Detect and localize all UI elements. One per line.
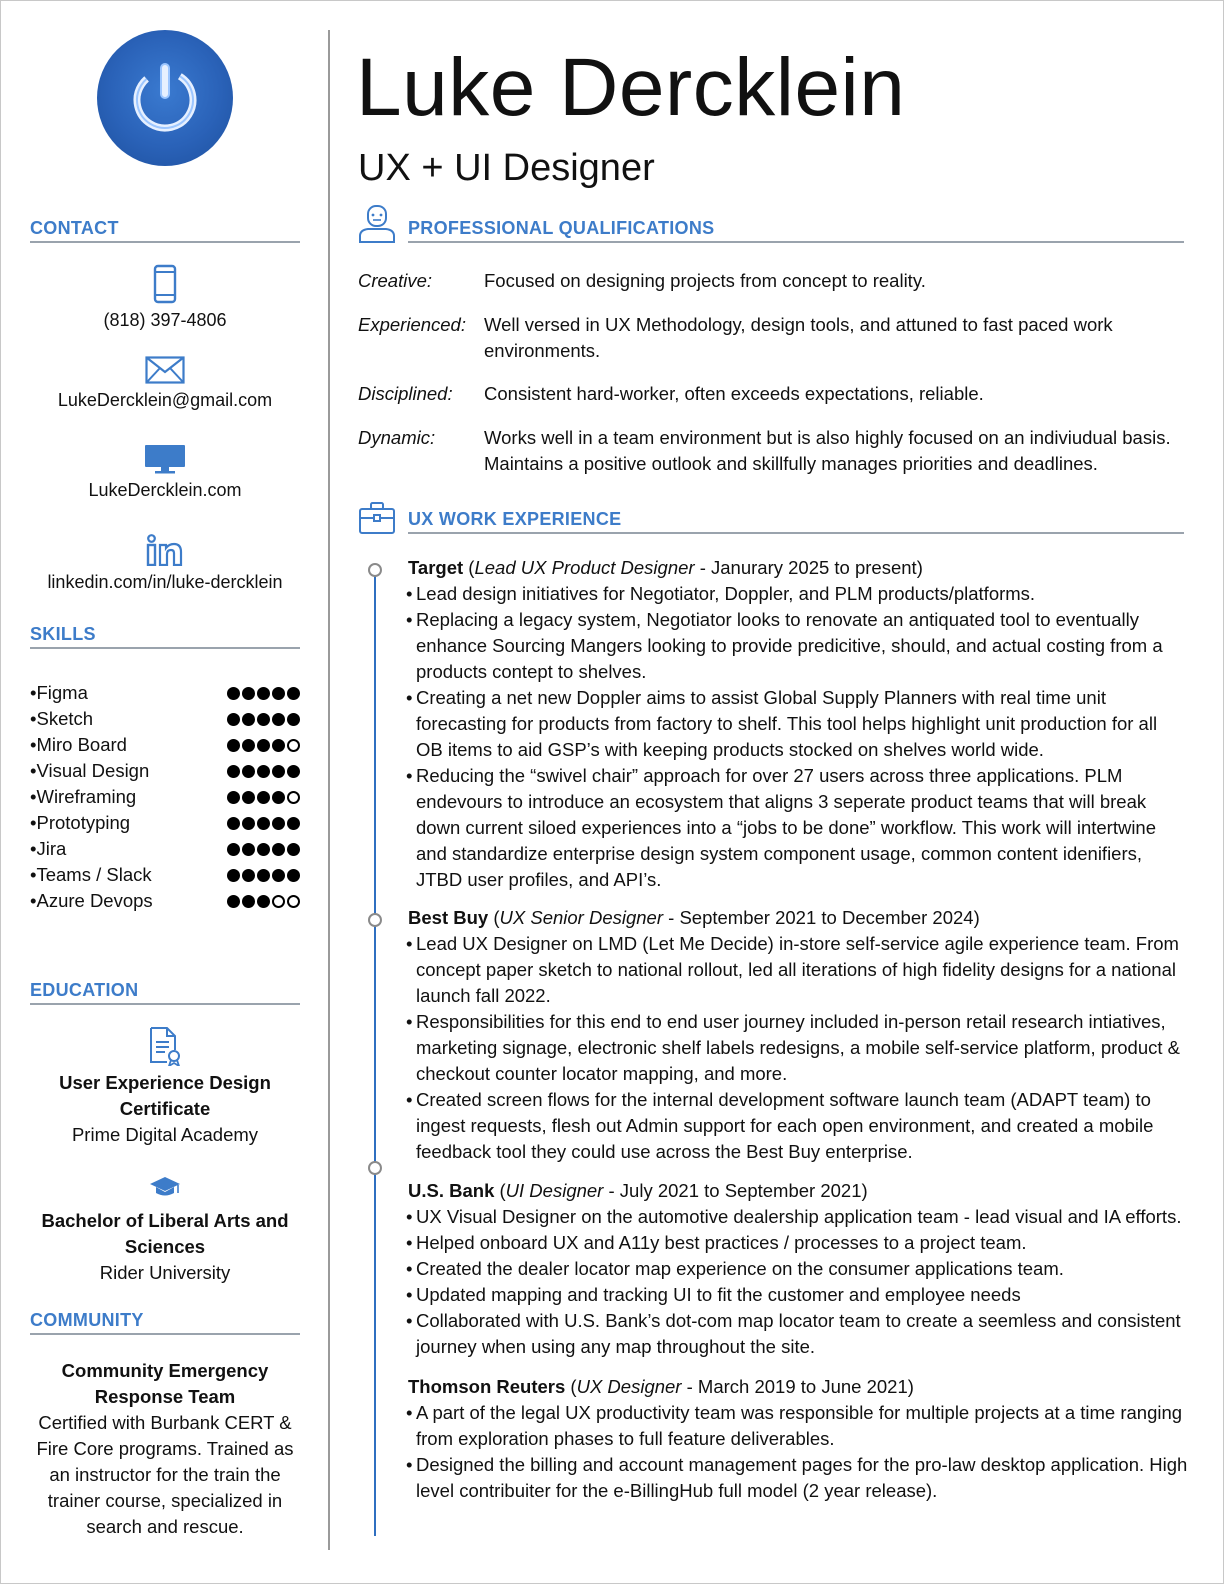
skill-label <box>30 760 149 782</box>
skill-row <box>30 784 300 810</box>
job-bullet: • Lead design initiatives for Negotiator, Doppler, and PLM products/platforms. <box>408 581 1188 607</box>
timeline-node <box>368 563 382 577</box>
education-heading: EDUCATION <box>30 980 300 1005</box>
skills-heading: SKILLS <box>30 624 300 649</box>
community-line: trainer course, specialized in <box>47 1490 283 1511</box>
skill-bullet: • <box>30 812 37 833</box>
rating-dot-filled <box>227 843 240 856</box>
job-title-line: U.S. Bank (UI Designer - July 2021 to September 2021) <box>408 1180 868 1201</box>
rating-dot-filled <box>242 817 255 830</box>
skill-rating <box>227 687 300 700</box>
skill-label <box>30 812 130 834</box>
skill-name: Miro Board <box>36 734 127 755</box>
skill-bullet: • <box>30 760 37 781</box>
candidate-name: Luke Dercklein <box>356 42 906 133</box>
rating-dot-filled <box>257 765 270 778</box>
skill-rating <box>227 817 300 830</box>
qualification-label: Dynamic: <box>358 427 436 448</box>
skill-bullet: • <box>30 864 37 885</box>
community-line: search and rescue. <box>86 1516 244 1537</box>
job-title-line: Thomson Reuters (UX Designer - March 2019 to June 2021) <box>408 1376 914 1397</box>
skill-label <box>30 682 88 704</box>
rating-dot-filled <box>242 765 255 778</box>
rating-dot-filled <box>287 817 300 830</box>
mail-icon <box>145 356 185 384</box>
rating-dot-filled <box>257 869 270 882</box>
education-title-line1: User Experience Design <box>59 1072 271 1093</box>
skill-label <box>30 864 152 886</box>
skill-label <box>30 708 93 730</box>
skill-label <box>30 734 127 756</box>
rating-dot-filled <box>287 869 300 882</box>
skill-bullet: • <box>30 708 37 729</box>
skill-label <box>30 786 136 808</box>
linkedin-icon <box>146 534 184 566</box>
rating-dot-filled <box>227 791 240 804</box>
rating-dot-filled <box>287 765 300 778</box>
skill-rating <box>227 765 300 778</box>
skill-row <box>30 888 300 914</box>
rating-dot-filled <box>257 895 270 908</box>
job-dates: - March 2019 to June 2021) <box>681 1376 914 1397</box>
job-bullets <box>408 1204 1188 1360</box>
rating-dot-filled <box>287 687 300 700</box>
rating-dot-filled <box>242 791 255 804</box>
job-entry <box>408 905 1188 1165</box>
phone-text: (818) 397-4806 <box>103 310 227 330</box>
person-icon <box>358 204 396 244</box>
job-company: Thomson Reuters <box>408 1376 566 1397</box>
rating-dot-filled <box>227 687 240 700</box>
contact-phone[interactable] <box>30 264 300 331</box>
job-bullet: • A part of the legal UX productivity team was responsible for multiple projects at a time ranging from exploration phases to full feature deliverables. <box>408 1400 1188 1452</box>
skill-rating <box>227 739 300 752</box>
contact-website[interactable] <box>30 444 300 501</box>
rating-dot-filled <box>227 739 240 752</box>
job-bullet: • Creating a net new Doppler aims to assist Global Supply Planners with real time unit forecasting for products from factory to shelf. This tool helps highlight unit production for all OB items to aid GSP’s with keeping products stocked on shelves world wide. <box>408 685 1188 763</box>
job-bullet: • Lead UX Designer on LMD (Let Me Decide) in-store self-service agile experience team. From concept paper sketch to national rollout, led all iterations of high fidelity designs for a national launch fall 2022. <box>408 931 1188 1009</box>
job-bullet: • UX Visual Designer on the automotive dealership application team - lead visual and IA efforts. <box>408 1204 1188 1230</box>
job-company: U.S. Bank <box>408 1180 495 1201</box>
job-entry <box>408 555 1188 893</box>
community-title-line1: Community Emergency <box>61 1360 269 1381</box>
certificate-icon <box>147 1026 183 1066</box>
qualification-row <box>358 312 1184 364</box>
skill-row <box>30 706 300 732</box>
skill-rating <box>227 869 300 882</box>
skill-label <box>30 890 153 912</box>
rating-dot-filled <box>242 869 255 882</box>
contact-email[interactable] <box>30 356 300 411</box>
rating-dot-filled <box>287 843 300 856</box>
skill-name: Wireframing <box>36 786 137 807</box>
qualification-label: Disciplined: <box>358 383 453 404</box>
linkedin-text: linkedin.com/in/luke-dercklein <box>47 572 283 592</box>
rating-dot-filled <box>242 843 255 856</box>
rating-dot-filled <box>272 765 285 778</box>
graduation-cap-icon <box>149 1176 181 1198</box>
skill-name: Teams / Slack <box>36 864 152 885</box>
phone-icon <box>153 264 177 304</box>
rating-dot-filled <box>257 687 270 700</box>
skill-row <box>30 836 300 862</box>
qualification-text: Works well in a team environment but is also highly focused on an indiviudual basis. Maintains a positive outlook and skillfully manages priorities and deadlines. <box>484 427 1171 474</box>
education-school: Prime Digital Academy <box>71 1124 259 1145</box>
rating-dot-filled <box>272 817 285 830</box>
job-role: Lead UX Product Designer <box>474 557 695 578</box>
skill-name: Prototyping <box>36 812 131 833</box>
skill-rating <box>227 713 300 726</box>
community-item <box>30 1358 300 1540</box>
rating-dot-empty <box>287 895 300 908</box>
skill-bullet: • <box>30 682 37 703</box>
job-dates: - Janurary 2025 to present) <box>694 557 923 578</box>
job-entry <box>408 1374 1188 1504</box>
education-title-line2: Certificate <box>119 1098 211 1119</box>
experience-section-header <box>358 495 1184 535</box>
skill-name: Jira <box>36 838 67 859</box>
skill-row <box>30 758 300 784</box>
rating-dot-filled <box>257 843 270 856</box>
skill-name: Sketch <box>36 708 94 729</box>
education-school: Rider University <box>99 1262 231 1283</box>
rating-dot-filled <box>257 713 270 726</box>
rating-dot-empty <box>272 895 285 908</box>
skills-list <box>30 680 300 914</box>
rating-dot-filled <box>272 843 285 856</box>
email-text: LukeDercklein@gmail.com <box>57 390 273 410</box>
rating-dot-filled <box>287 713 300 726</box>
skill-bullet: • <box>30 734 37 755</box>
job-dates: - July 2021 to September 2021) <box>603 1180 868 1201</box>
education-title-line1: Bachelor of Liberal Arts and <box>41 1210 289 1231</box>
qualifications-heading: PROFESSIONAL QUALIFICATIONS <box>408 218 1184 243</box>
rating-dot-filled <box>242 895 255 908</box>
skill-row <box>30 680 300 706</box>
job-bullet: • Replacing a legacy system, Negotiator looks to renovate an antiquated tool to eventually enhance Sourcing Mangers looking to provide predicitive, should, and actual costing from a products contept to shelves. <box>408 607 1188 685</box>
experience-timeline <box>374 570 376 1536</box>
education-title-line2: Sciences <box>124 1236 206 1257</box>
rating-dot-filled <box>242 739 255 752</box>
rating-dot-filled <box>227 817 240 830</box>
rating-dot-filled <box>272 869 285 882</box>
rating-dot-filled <box>272 713 285 726</box>
rating-dot-filled <box>272 739 285 752</box>
skill-bullet: • <box>30 890 37 911</box>
community-line: Certified with Burbank CERT & <box>38 1412 292 1433</box>
rating-dot-filled <box>242 713 255 726</box>
job-dates: - September 2021 to December 2024) <box>663 907 980 928</box>
community-heading: COMMUNITY <box>30 1310 300 1335</box>
qualification-text: Consistent hard-worker, often exceeds expectations, reliable. <box>484 383 984 404</box>
job-company: Target <box>408 557 464 578</box>
qualification-row <box>358 381 1184 407</box>
skill-name: Figma <box>36 682 88 703</box>
job-title-line: Target (Lead UX Product Designer - Janurary 2025 to present) <box>408 557 923 578</box>
qualification-label: Creative: <box>358 270 433 291</box>
job-bullet: • Created the dealer locator map experience on the consumer applications team. <box>408 1256 1188 1282</box>
rating-dot-filled <box>227 895 240 908</box>
job-bullets <box>408 931 1188 1165</box>
candidate-title: UX + UI Designer <box>358 147 655 189</box>
job-role: UX Designer <box>576 1376 682 1397</box>
monitor-icon <box>144 444 186 474</box>
education-item <box>30 1026 300 1148</box>
skill-bullet: • <box>30 838 37 859</box>
job-title-line: Best Buy (UX Senior Designer - September 2021 to December 2024) <box>408 907 980 928</box>
contact-heading: CONTACT <box>30 218 300 243</box>
rating-dot-filled <box>272 791 285 804</box>
skill-rating <box>227 843 300 856</box>
community-line: Fire Core programs. Trained as <box>36 1438 294 1459</box>
job-bullet: • Reducing the “swivel chair” approach for over 27 users across three applications. PLM endevours to introduce an ecosystem that aligns 3 seperate product teams that will break down current siloed experiences into a “jobs to be done” workflow. This work will intertwine and standardize enterprise design system component usage, common content idenifiers, JTBD user profiles, and API’s. <box>408 763 1188 893</box>
job-bullet: • Responsibilities for this end to end user journey included in-person retail research intiatives, marketing signage, electronic shelf labels redesigns, a mobile self-service platform, product & checkout counter locator mapping, and more. <box>408 1009 1188 1087</box>
rating-dot-filled <box>257 791 270 804</box>
rating-dot-filled <box>227 869 240 882</box>
rating-dot-empty <box>287 791 300 804</box>
skill-bullet: • <box>30 786 37 807</box>
timeline-node <box>368 1161 382 1175</box>
rating-dot-filled <box>227 765 240 778</box>
skill-label <box>30 838 66 860</box>
rating-dot-empty <box>287 739 300 752</box>
job-role: UI Designer <box>505 1180 604 1201</box>
job-entry <box>408 1178 1188 1360</box>
column-divider <box>328 30 330 1550</box>
job-bullet: • Designed the billing and account management pages for the pro-law desktop application. High level contribuiter for the e-BillingHub full model (2 year release). <box>408 1452 1188 1504</box>
rating-dot-filled <box>242 687 255 700</box>
job-role: UX Senior Designer <box>499 907 664 928</box>
skill-name: Visual Design <box>36 760 150 781</box>
briefcase-icon <box>358 501 396 535</box>
contact-linkedin[interactable] <box>30 534 300 593</box>
qualification-row <box>358 425 1184 477</box>
skill-row <box>30 732 300 758</box>
job-bullets <box>408 581 1188 893</box>
skill-row <box>30 862 300 888</box>
skill-name: Azure Devops <box>36 890 153 911</box>
qualification-text: Well versed in UX Methodology, design tools, and attuned to fast paced work environments. <box>484 314 1113 361</box>
experience-heading: UX WORK EXPERIENCE <box>408 509 1184 534</box>
job-company: Best Buy <box>408 907 489 928</box>
timeline-node <box>368 913 382 927</box>
skill-row <box>30 810 300 836</box>
qualification-label: Experienced: <box>358 314 466 335</box>
rating-dot-filled <box>257 817 270 830</box>
qualification-text: Focused on designing projects from concept to reality. <box>484 270 926 291</box>
rating-dot-filled <box>272 687 285 700</box>
skill-rating <box>227 895 300 908</box>
skill-rating <box>227 791 300 804</box>
community-line: an instructor for the train the <box>49 1464 281 1485</box>
qualifications-section-header <box>358 204 1184 244</box>
job-bullet: • Helped onboard UX and A11y best practices / processes to a project team. <box>408 1230 1188 1256</box>
qualification-row <box>358 268 1184 294</box>
job-bullet: • Created screen flows for the internal development software launch team (ADAPT team) to ingest requests, flesh out Admin support for each open environment, and created a mobile feedback tool they could use across the Best Buy enterprise. <box>408 1087 1188 1165</box>
rating-dot-filled <box>257 739 270 752</box>
job-bullet: • Collaborated with U.S. Bank’s dot-com map locator team to create a seemless and consistent journey when using any map throughout the site. <box>408 1308 1188 1360</box>
website-text: LukeDercklein.com <box>88 480 242 500</box>
community-title-line2: Response Team <box>94 1386 236 1407</box>
education-item <box>30 1176 300 1286</box>
job-bullets <box>408 1400 1188 1504</box>
rating-dot-filled <box>227 713 240 726</box>
job-bullet: • Updated mapping and tracking UI to fit the customer and employee needs <box>408 1282 1188 1308</box>
power-logo-icon <box>97 30 233 166</box>
